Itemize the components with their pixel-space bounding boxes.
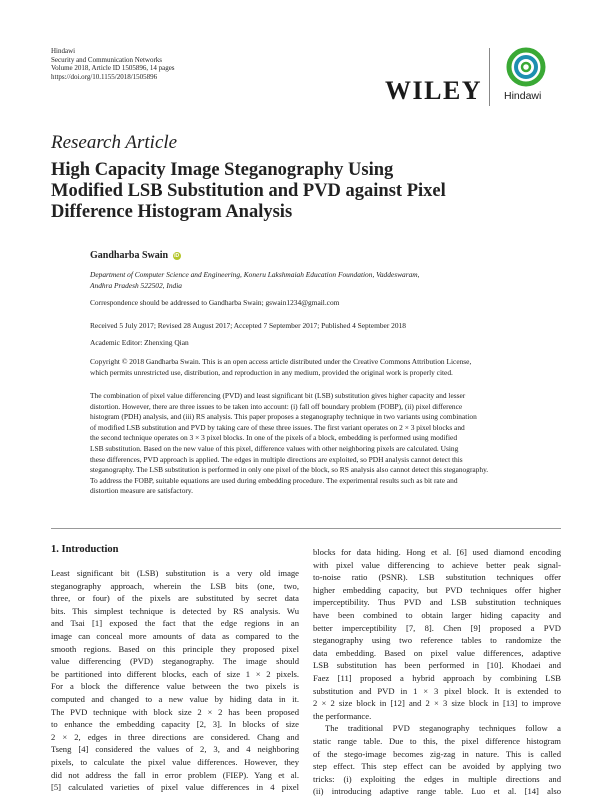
body-line: better imperceptibility [7, 8]. Chen [9] proposed a PVD	[313, 622, 561, 633]
article-dates: Received 5 July 2017; Revised 28 August 2017; Accepted 7 September 2017; Published 4 September 2018	[90, 321, 406, 330]
abstract-line: histogram (PDH) analysis, and (iii) RS analysis. This paper proposes a steganography technique in two variants using combination	[90, 412, 477, 422]
author	[90, 250, 181, 261]
body-line: tricks: (i) exploiting the edges in multiple directions and	[313, 773, 561, 784]
body-line: data embedding. Based on pixel value differences, adaptive	[313, 647, 561, 658]
abstract-line: distortion measure are satisfactory.	[90, 486, 193, 496]
abstract-line: LSB substitution. Based on the new value of this pixel, difference values with other neighboring pixels are calculated. Using	[90, 443, 459, 453]
body-column-right	[313, 546, 561, 798]
body-line: to enhance the embedding capacity [2, 3]. In blocks of size	[51, 719, 299, 730]
journal-metadata	[51, 47, 175, 81]
body-line: Faez [11] proposed a hybrid approach by combining LSB	[313, 672, 561, 683]
body-line: smooth regions. Based on this principle they proposed pixel	[51, 643, 299, 654]
body-line: higher embedding capacity, but PVD techniques offer higher	[313, 584, 561, 595]
body-line: The traditional PVD steganography techniques follow a	[325, 723, 561, 734]
copyright-line: which permits unrestricted use, distribution, and reproduction in any medium, provided the original work is properly cited.	[90, 367, 453, 377]
title-line: Difference Histogram Analysis	[51, 202, 293, 222]
abstract-line: To address the FOBP, suitable equations are used during embedding procedure. The experimental results such as bit rate and	[90, 475, 458, 485]
body-line: Tseng [4] considered the values of 2, 3, and 4 neighboring	[51, 744, 299, 755]
article-title	[51, 160, 491, 223]
body-line: bits. This simplest technique is detected by RS analysis. Wu	[51, 605, 299, 616]
body-line: 2 × 2, edges in three directions are considered. Chang and	[51, 731, 299, 742]
body-line: be partitioned into different blocks, each of size 1 × 2 pixels.	[51, 668, 299, 679]
abstract	[90, 391, 560, 497]
body-line: pixels, to calculate the pixel value differences. However, they	[51, 756, 299, 767]
body-line: and Tsai [1] exposed the fact that the edge regions in an	[51, 618, 299, 629]
author-name: Gandharba Swain	[90, 250, 169, 261]
body-line: of the stego-image becomes zig-zag in nature. This is called	[313, 748, 561, 759]
section-divider	[51, 528, 561, 529]
body-line: steganography using two reference tables to randomize the	[313, 635, 561, 646]
hindawi-logo-icon	[500, 46, 552, 88]
body-line: (ii) introducing adaptive range table. Luo et al. [14] also	[313, 786, 561, 797]
section-heading: 1. Introduction	[51, 544, 119, 555]
abstract-line: the second technique operates on 3 × 3 pixel blocks. In one of the pixels of a block, embedding is performed using modified	[90, 433, 458, 443]
body-line: three, or four) of the pixels are substituted by secret data	[51, 593, 299, 604]
body-line: The PVD technique with block size 2 × 2 has been proposed	[51, 706, 299, 717]
body-line: did not address the fall in error problem (FIEP). Yang et al.	[51, 769, 299, 780]
article-type: Research Article	[51, 132, 178, 153]
body-line: image can conceal more amounts of data as compared to the	[51, 630, 299, 641]
body-line: have been combined to obtain larger hiding capacity and	[313, 609, 561, 620]
abstract-line: The combination of pixel value differencing (PVD) and least significant bit (LSB) substitution gives higher capacity and lesser	[90, 391, 466, 400]
body-line: with pixel value differencing to achieve better peak signal-	[313, 559, 561, 570]
body-line: substitution and PVD in 1 × 3 pixel block. It is extended to	[313, 685, 561, 696]
logo-divider	[489, 48, 490, 106]
body-line: blocks for data hiding. Hong et al. [6] used diamond encoding	[313, 547, 561, 557]
body-line: For a block the difference value between the two pixels is	[51, 681, 299, 692]
academic-editor: Academic Editor: Zhenxing Qian	[90, 338, 189, 347]
affiliation-line: Department of Computer Science and Engineering, Koneru Lakshmaiah Education Foundation, Vaddeswaram,	[90, 270, 420, 279]
volume-info: Volume 2018, Article ID 1505896, 14 pages	[51, 64, 175, 73]
orcid-icon[interactable]: iD	[174, 253, 180, 259]
publisher-name: Hindawi	[51, 47, 76, 55]
copyright-line: Copyright © 2018 Gandharba Swain. This is an open access article distributed under the Creative Commons Attribution License,	[90, 357, 472, 366]
body-line: static range table. Due to this, the pixel difference histogram	[313, 735, 561, 746]
journal-name: Security and Communication Networks	[51, 55, 163, 64]
correspondence: Correspondence should be addressed to Gandharba Swain; gswain1234@gmail.com	[90, 298, 340, 307]
body-line: steganography approach, wherein the LSB bits (one, two,	[51, 580, 299, 591]
body-column-left	[51, 567, 299, 794]
wiley-logo: WILEY	[385, 76, 483, 105]
abstract-line: distortion. However, there are three issues to be taken into account: (i) fall off boundary problem (FOBP), (ii) pixel difference	[90, 401, 463, 411]
body-line: to-noise ratio (PSNR). LSB substitution techniques offer	[313, 572, 561, 583]
body-line: 2 × 2 size block in [12] and 2 × 3 size block in [13] to improve	[313, 698, 561, 709]
body-line: Least significant bit (LSB) substitution is a very old image	[51, 568, 299, 578]
title-line: High Capacity Image Steganography Using	[51, 160, 394, 180]
copyright-notice	[90, 357, 560, 378]
title-line: Modified LSB Substitution and PVD against Pixel	[51, 181, 446, 201]
body-line: value differencing (PVD) steganography. The image should	[51, 656, 299, 667]
body-line: step effect. This step effect can be avoided by applying two	[313, 761, 561, 772]
abstract-line: steganography. The LSB substitution is performed in only one pixel of the block, so RS analysis also cannot detect this steganography.	[90, 465, 489, 475]
doi-link[interactable]: https://doi.org/10.1155/2018/1505896	[51, 72, 158, 81]
hindawi-logo-text: Hindawi	[504, 90, 542, 102]
body-line: LSB substitution has been performed in [10]. Khodaei and	[313, 660, 561, 671]
affiliation-line: Andhra Pradesh 522502, India	[90, 280, 182, 290]
abstract-line: of modified LSB substitution and PVD by taking care of these three issues. The first variant operates on 2 × 3 pixel blocks and	[90, 422, 465, 432]
body-line: [5] calculated varieties of pixel value differences in 4 pixel	[51, 782, 299, 793]
affiliation	[90, 270, 510, 291]
body-line: computed and changed to a new value by hiding data in it.	[51, 693, 299, 704]
body-line: the performance.	[313, 710, 372, 721]
abstract-line: these differences, PVD approach is applied. The edges in multiple directions are exploited, so PDH analysis cannot detect this	[90, 454, 463, 464]
body-line: imperceptibility. Thus PVD and LSB substitution techniques	[313, 597, 561, 608]
